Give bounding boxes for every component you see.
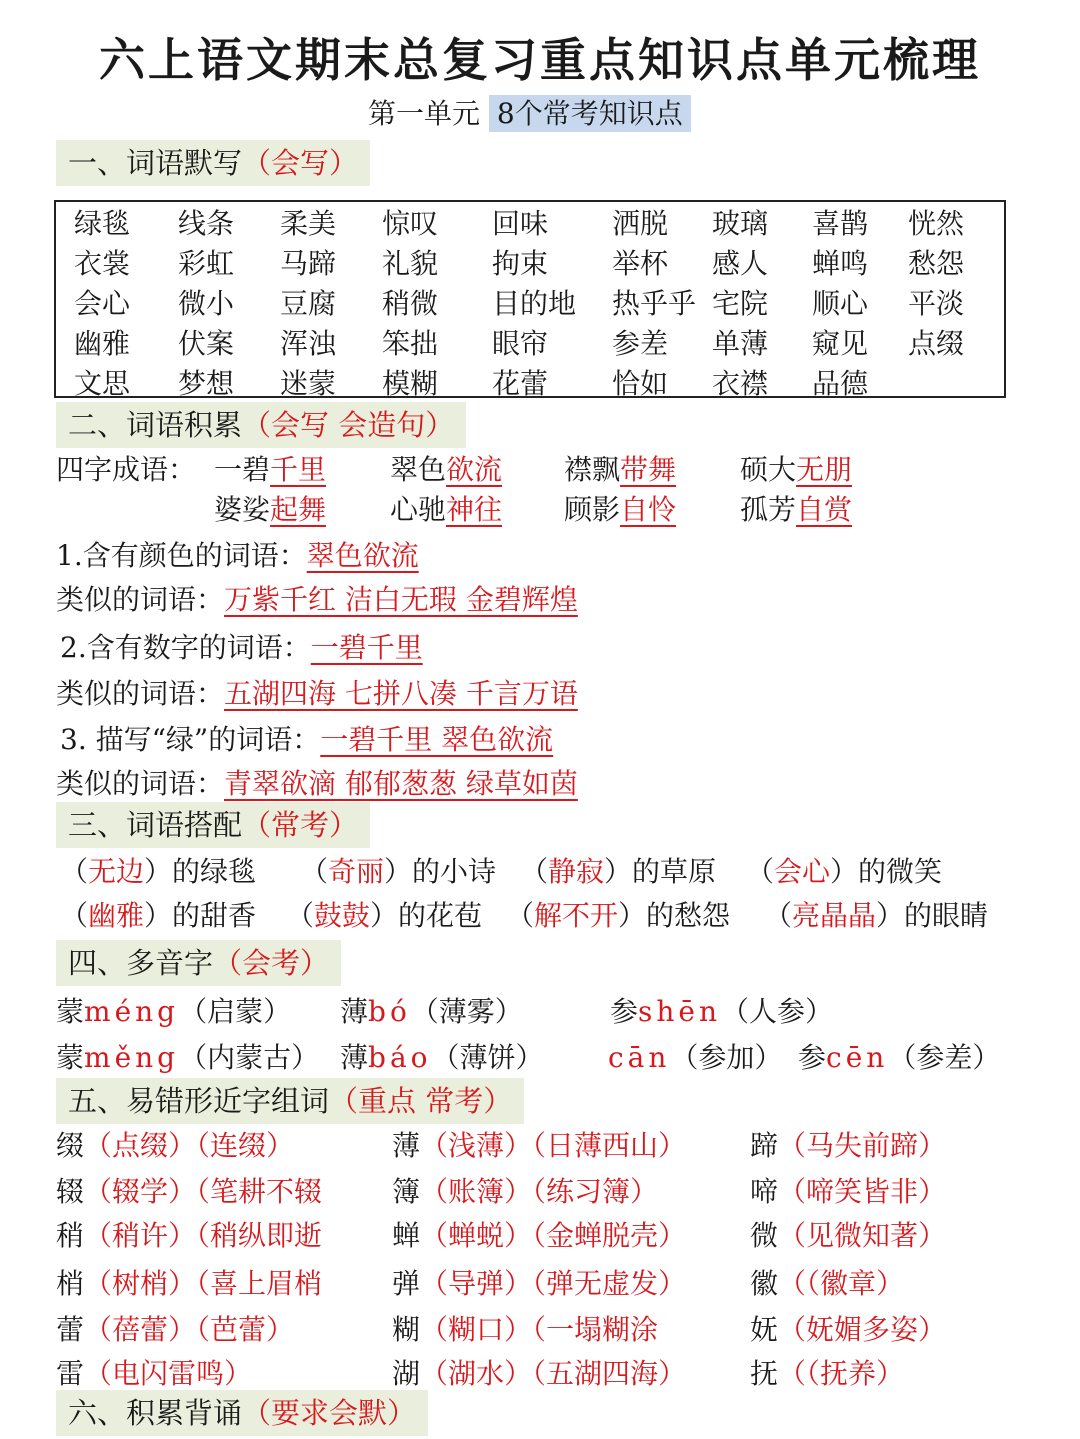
polyphone-pinyin: bó [368, 995, 411, 1028]
vocab-word: 喜鹊 [812, 207, 869, 240]
collocation-noun: 的小诗 [412, 855, 497, 888]
section-3-heading [56, 802, 370, 848]
collocation-answer: 幽雅 [88, 899, 145, 932]
polyphone [798, 1036, 1000, 1076]
polyphone [340, 1036, 544, 1076]
vocab-word: 平淡 [908, 287, 965, 320]
paren: ） [144, 899, 173, 932]
collocation-answer: 会心 [774, 855, 831, 888]
similar-char-words: （糊口）（一塌糊涂 [420, 1313, 659, 1346]
polyphone-word: （启蒙） [179, 995, 292, 1028]
similar-char: 啼 [750, 1175, 779, 1208]
idiom-answer: 自赏 [796, 493, 853, 526]
similar-char: 缀 [56, 1129, 85, 1162]
polyphone-char: 蒙 [56, 1041, 85, 1074]
similar-char-words: （妩媚多姿） [778, 1313, 947, 1346]
similar-char-group [392, 1124, 686, 1164]
vocab-word: 眼帘 [492, 327, 549, 360]
polyphone-pinyin: shēn [638, 995, 722, 1028]
paren: （ [506, 899, 535, 932]
q-answer: 翠色欲流 [306, 539, 419, 572]
polyphone-word: （人参） [721, 995, 834, 1028]
idiom [390, 488, 502, 528]
polyphone-word: （参差） [888, 1041, 1001, 1074]
vocab-word: 恍然 [908, 207, 965, 240]
paren: （ [60, 855, 89, 888]
vocab-word: 洒脱 [612, 207, 669, 240]
similar-char-group [56, 1262, 322, 1302]
similar-char-words: （树梢）（喜上眉梢 [84, 1267, 323, 1300]
similar-char-group [392, 1170, 658, 1210]
similar-char-words: （账簿）（练习簿） [420, 1175, 659, 1208]
section-title: 一、词语默写 [68, 146, 243, 180]
paren: （ [60, 899, 89, 932]
section-title: 五、易错形近字组词 [68, 1084, 330, 1118]
vocab-word: 迷蒙 [280, 367, 337, 400]
idiom [564, 448, 676, 488]
polyphone-pinyin: méng [84, 995, 180, 1028]
collocation-noun: 的花苞 [398, 899, 483, 932]
vocab-word: 彩虹 [178, 247, 235, 280]
polyphone-char: 薄 [340, 1041, 369, 1074]
vocab-word: 豆腐 [280, 287, 337, 320]
vocab-word: 愁怨 [908, 247, 965, 280]
paren: （ [286, 899, 315, 932]
similar-char: 稍 [56, 1219, 85, 1252]
vocab-word: 单薄 [712, 327, 769, 360]
vocab-word: 幽雅 [74, 327, 131, 360]
similar-char: 湖 [392, 1357, 421, 1390]
collocation [520, 850, 716, 890]
collocation-answer: 奇丽 [328, 855, 385, 888]
sim-answer: 五湖四海 七拼八凑 千言万语 [224, 677, 578, 710]
similar-char-group [56, 1170, 322, 1210]
similar-char: 薄 [392, 1129, 421, 1162]
q2 [60, 626, 423, 666]
vocab-word: 梦想 [178, 367, 235, 400]
paren: ） [604, 855, 633, 888]
polyphone [340, 990, 523, 1030]
idiom-given: 翠色 [390, 453, 447, 486]
vocab-word: 笨拙 [382, 327, 439, 360]
section-note: （常考） [242, 808, 359, 842]
similar-char: 蝉 [392, 1219, 421, 1252]
polyphone-pinyin: cēn [826, 1041, 889, 1074]
similar-char: 梢 [56, 1267, 85, 1300]
similar-char-group [392, 1352, 686, 1392]
collocation-noun: 的草原 [632, 855, 717, 888]
q3 [60, 718, 553, 758]
paren: ） [876, 899, 905, 932]
vocab-word: 目的地 [492, 287, 577, 320]
vocab-word: 绿毯 [74, 207, 131, 240]
vocab-word: 会心 [74, 287, 131, 320]
similar-char-group [56, 1124, 294, 1164]
similar-char-words: （点缀）（连缀） [84, 1129, 295, 1162]
similar-char-group [392, 1262, 686, 1302]
collocation-answer: 鼓鼓 [314, 899, 371, 932]
polyphone-pinyin: cān [608, 1041, 671, 1074]
vocab-word: 热乎乎 [612, 287, 697, 320]
collocation [60, 850, 256, 890]
section-6-heading [56, 1390, 428, 1436]
idiom [564, 488, 676, 528]
similar-char-words: （浅薄）（日薄西山） [420, 1129, 687, 1162]
idiom [740, 448, 852, 488]
similar-char-group [750, 1170, 946, 1210]
q-label: 1.含有颜色的词语： [56, 539, 307, 572]
q-answer: 一碧千里 翠色欲流 [320, 723, 554, 756]
vocab-word: 玻璃 [712, 207, 769, 240]
vocab-word: 柔美 [280, 207, 337, 240]
similar-char: 辍 [56, 1175, 85, 1208]
unit-label: 第一单元 [368, 97, 481, 130]
section-title: 六、积累背诵 [68, 1396, 243, 1430]
sim-label: 类似的词语： [56, 677, 225, 710]
unit-heading [368, 92, 691, 132]
collocation-noun: 的微笑 [858, 855, 943, 888]
similar-char-group [392, 1308, 658, 1348]
idiom-answer: 欲流 [446, 453, 503, 486]
similar-char-words: （电闪雷鸣） [84, 1357, 253, 1390]
vocab-word: 举杯 [612, 247, 669, 280]
section-note: （会写） [242, 146, 359, 180]
sim1 [56, 578, 578, 618]
vocab-word: 线条 [178, 207, 235, 240]
idiom-given: 顾影 [564, 493, 621, 526]
section-note: （会考） [213, 946, 330, 980]
polyphone-char: 参 [610, 995, 639, 1028]
similar-char-words: （（徽章） [778, 1267, 905, 1300]
idiom-given: 一碧 [214, 453, 271, 486]
collocation-answer: 无边 [88, 855, 145, 888]
vocab-grid [54, 200, 1006, 398]
section-note: （要求会默） [242, 1396, 417, 1430]
similar-char: 抚 [750, 1357, 779, 1390]
idiom-given: 心驰 [390, 493, 447, 526]
collocation-answer: 解不开 [534, 899, 619, 932]
section-1-heading [56, 140, 370, 186]
polyphone-char: 蒙 [56, 995, 85, 1028]
sim-label: 类似的词语： [56, 583, 225, 616]
paren: ） [618, 899, 647, 932]
collocation [746, 850, 942, 890]
polyphone-pinyin: báo [368, 1041, 432, 1074]
idiom-given: 孤芳 [740, 493, 797, 526]
sim-label: 类似的词语： [56, 767, 225, 800]
similar-char: 簿 [392, 1175, 421, 1208]
idiom [390, 448, 502, 488]
sim3 [56, 762, 578, 802]
sim-answer: 万紫千红 洁白无瑕 金碧辉煌 [224, 583, 578, 616]
idiom-given: 硕大 [740, 453, 797, 486]
similar-char-words: （啼笑皆非） [778, 1175, 947, 1208]
paren: ） [830, 855, 859, 888]
polyphone [56, 1036, 319, 1076]
idiom-given: 襟飘 [564, 453, 621, 486]
vocab-word: 微小 [178, 287, 235, 320]
collocation-noun: 的眼睛 [904, 899, 989, 932]
vocab-word: 礼貌 [382, 247, 439, 280]
collocation-answer: 亮晶晶 [792, 899, 877, 932]
paren: （ [746, 855, 775, 888]
vocab-word: 点缀 [908, 327, 965, 360]
similar-char-group [56, 1214, 322, 1254]
vocab-word: 马蹄 [280, 247, 337, 280]
similar-char: 妩 [750, 1313, 779, 1346]
vocab-word: 衣裳 [74, 247, 131, 280]
section-2-heading [56, 402, 466, 448]
collocation-noun: 的愁怨 [646, 899, 731, 932]
idiom-prefix: 四字成语： [56, 453, 197, 486]
idiom-answer: 起舞 [270, 493, 327, 526]
vocab-word: 恰如 [612, 367, 669, 400]
similar-char-words: （蝉蜕）（金蝉脱壳） [420, 1219, 687, 1252]
similar-char: 糊 [392, 1313, 421, 1346]
q-label: 3. 描写“绿”的词语： [60, 723, 321, 756]
polyphone-word: （薄饼） [431, 1041, 544, 1074]
q-label: 2.含有数字的词语： [60, 631, 311, 664]
collocation [60, 894, 256, 934]
section-note: （会写 会造句） [242, 408, 455, 442]
similar-char-words: （湖水）（五湖四海） [420, 1357, 687, 1390]
collocation-noun: 的绿毯 [172, 855, 257, 888]
vocab-word: 窥见 [812, 327, 869, 360]
vocab-word: 模糊 [382, 367, 439, 400]
similar-char-words: （导弹）（弹无虚发） [420, 1267, 687, 1300]
similar-char-words: （见微知著） [778, 1219, 947, 1252]
polyphone-char: 参 [798, 1041, 827, 1074]
vocab-word: 品德 [812, 367, 869, 400]
vocab-word: 惊叹 [382, 207, 439, 240]
vocab-word: 感人 [712, 247, 769, 280]
section-title: 四、多音字 [68, 946, 214, 980]
idiom-answer: 无朋 [796, 453, 853, 486]
similar-char-group [56, 1352, 252, 1392]
collocation [300, 850, 496, 890]
paren: （ [520, 855, 549, 888]
q-answer: 一碧千里 [310, 631, 423, 664]
vocab-word: 拘束 [492, 247, 549, 280]
vocab-word: 花蕾 [492, 367, 549, 400]
polyphone [56, 990, 291, 1030]
polyphone [608, 1036, 782, 1076]
similar-char-group [750, 1352, 904, 1392]
sim2 [56, 672, 578, 712]
section-5-heading [56, 1078, 524, 1124]
unit-highlight: 8个常考知识点 [489, 95, 691, 132]
collocation-answer: 静寂 [548, 855, 605, 888]
similar-char-words: （蓓蕾）（芭蕾） [84, 1313, 295, 1346]
similar-char: 弹 [392, 1267, 421, 1300]
polyphone [610, 990, 833, 1030]
section-note: （重点 常考） [329, 1084, 513, 1118]
polyphone-char: 薄 [340, 995, 369, 1028]
vocab-word: 文思 [74, 367, 131, 400]
idiom [214, 448, 326, 488]
section-4-heading [56, 940, 341, 986]
vocab-word: 衣襟 [712, 367, 769, 400]
vocab-word: 回味 [492, 207, 549, 240]
page-title: 六上语文期末总复习重点知识点单元梳理 [99, 33, 981, 87]
paren: ） [370, 899, 399, 932]
similar-char-words: （辍学）（笔耕不辍 [84, 1175, 323, 1208]
similar-char-words: （马失前蹄） [778, 1129, 947, 1162]
similar-char: 蹄 [750, 1129, 779, 1162]
q1 [56, 534, 419, 574]
paren: （ [764, 899, 793, 932]
similar-char-group [750, 1124, 946, 1164]
polyphone-word: （薄雾） [410, 995, 523, 1028]
sim-answer: 青翠欲滴 郁郁葱葱 绿草如茵 [224, 767, 578, 800]
similar-char-group [750, 1214, 946, 1254]
section-title: 三、词语搭配 [68, 808, 243, 842]
polyphone-word: （内蒙古） [179, 1041, 320, 1074]
collocation [764, 894, 988, 934]
collocation [506, 894, 730, 934]
idiom [740, 488, 852, 528]
vocab-word: 伏案 [178, 327, 235, 360]
paren: （ [300, 855, 329, 888]
similar-char-group [750, 1308, 946, 1348]
polyphone-pinyin: měng [84, 1041, 180, 1074]
similar-char: 微 [750, 1219, 779, 1252]
idiom-answer: 神往 [446, 493, 503, 526]
polyphone-word: （参加） [670, 1041, 783, 1074]
vocab-word: 宅院 [712, 287, 769, 320]
idiom-given: 婆娑 [214, 493, 271, 526]
similar-char-words: （（抚养） [778, 1357, 905, 1390]
vocab-word: 顺心 [812, 287, 869, 320]
similar-char-group [392, 1214, 686, 1254]
similar-char: 徽 [750, 1267, 779, 1300]
vocab-word: 稍微 [382, 287, 439, 320]
idiom-answer: 自怜 [620, 493, 677, 526]
similar-char: 蕾 [56, 1313, 85, 1346]
vocab-word: 浑浊 [280, 327, 337, 360]
idiom-answer: 带舞 [620, 453, 677, 486]
similar-char-group [750, 1262, 904, 1302]
vocab-word: 蝉鸣 [812, 247, 869, 280]
paren: ） [144, 855, 173, 888]
vocab-word: 参差 [612, 327, 669, 360]
similar-char: 雷 [56, 1357, 85, 1390]
similar-char-words: （稍许）（稍纵即逝 [84, 1219, 323, 1252]
section-title: 二、词语积累 [68, 408, 243, 442]
similar-char-group [56, 1308, 294, 1348]
paren: ） [384, 855, 413, 888]
collocation [286, 894, 482, 934]
idiom [214, 488, 326, 528]
idiom-answer: 千里 [270, 453, 327, 486]
collocation-noun: 的甜香 [172, 899, 257, 932]
